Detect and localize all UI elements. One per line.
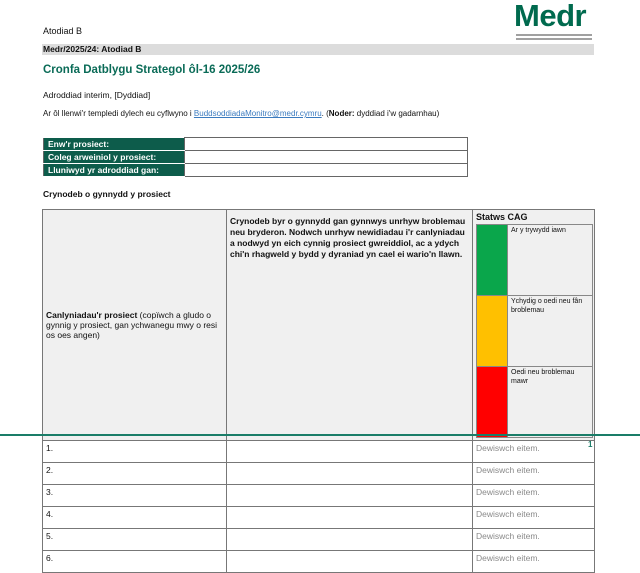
project-info-table [43,137,468,177]
table-row [43,463,595,485]
summary-cell[interactable] [227,529,473,551]
project-name-field[interactable] [185,138,468,151]
status-dropdown[interactable]: Dewiswch eitem. [473,463,595,485]
summary-cell[interactable] [227,485,473,507]
outcomes-header-bold: Canlyniadau'r prosiect [46,310,138,320]
page-number: 1 [588,440,593,449]
outcomes-header-note: (copïwch a gludo o gynnig y prosiect, gan ychwanegu mwy o resi os oes angen) [46,310,218,340]
rag-key-label: Ychydig o oedi neu fân broblemau [508,296,593,367]
rag-key-row [477,296,593,367]
status-dropdown[interactable]: Dewiswch eitem. [473,507,595,529]
section-heading: Crynodeb o gynnydd y prosiect [43,189,171,199]
outcome-cell[interactable]: 6. [43,551,227,573]
summary-cell[interactable] [227,463,473,485]
status-dropdown[interactable]: Dewiswch eitem. [473,441,595,463]
annex-label: Atodiad B [43,26,83,36]
outcome-cell[interactable]: 5. [43,529,227,551]
status-dropdown[interactable]: Dewiswch eitem. [473,485,595,507]
note-text: dyddiad i'w gadarnhau) [354,109,440,118]
rag-status-header [473,210,595,441]
report-author-label: Lluniwyd yr adroddiad gan: [44,164,185,177]
logo-wordmark: Medr [514,0,587,33]
submission-instruction [43,109,439,118]
table-row [43,529,595,551]
rag-key-label: Ar y trywydd iawn [508,225,593,296]
lead-college-field[interactable] [185,151,468,164]
table-row [43,485,595,507]
medr-logo [514,0,594,42]
table-row [43,551,595,573]
green-swatch [477,225,508,296]
footer-rule [0,434,640,436]
status-dropdown[interactable]: Dewiswch eitem. [473,529,595,551]
reference-bar [42,44,594,55]
rag-status-title: Statws CAG [476,212,528,222]
page-title: Cronfa Datblygu Strategol ôl-16 2025/26 [43,64,261,76]
project-name-row [44,138,468,151]
table-row [43,507,595,529]
report-author-row [44,164,468,177]
red-swatch [477,367,508,438]
summary-cell[interactable] [227,551,473,573]
table-header-row [43,210,595,441]
lead-college-label: Coleg arweiniol y prosiect: [44,151,185,164]
instruction-prefix: Ar ôl llenwi'r templedi dylech eu cyflwyno i [43,109,194,118]
email-link[interactable]: BuddsoddiadaMonitro@medr.cymru [193,109,322,118]
outcome-cell[interactable]: 2. [43,463,227,485]
project-name-label: Enw'r prosiect: [44,138,185,151]
report-author-field[interactable] [185,164,468,177]
status-dropdown[interactable]: Dewiswch eitem. [473,551,595,573]
note-label: Noder: [328,109,355,118]
instruction-after-email: . ( [321,109,329,118]
report-subtitle: Adroddiad interim, [Dyddiad] [43,90,151,100]
lead-college-row [44,151,468,164]
logo-tagline-graphic [516,34,592,42]
rag-key-label: Oedi neu broblemau mawr [508,367,593,438]
progress-summary-table [42,209,595,573]
reference-text: Medr/2025/24: Atodiad B [43,44,142,54]
outcomes-header [43,210,227,441]
amber-swatch [477,296,508,367]
rag-key-table [476,224,593,438]
outcome-cell[interactable]: 4. [43,507,227,529]
progress-summary-header: Crynodeb byr o gynnydd gan gynnwys unrhyw broblemau neu bryderon. Nodwch unrhyw newidiadau i'r canlyniadau a nodwyd yn eich cynnig prosiect gwreiddiol, ac a ydych chi'n rhagweld y bydd y dyraniad yn cael ei wario'n llawn. [227,210,473,441]
rag-key-row [477,367,593,438]
summary-cell[interactable] [227,507,473,529]
rag-key-row [477,225,593,296]
outcome-cell[interactable]: 1. [43,441,227,463]
outcome-cell[interactable]: 3. [43,485,227,507]
